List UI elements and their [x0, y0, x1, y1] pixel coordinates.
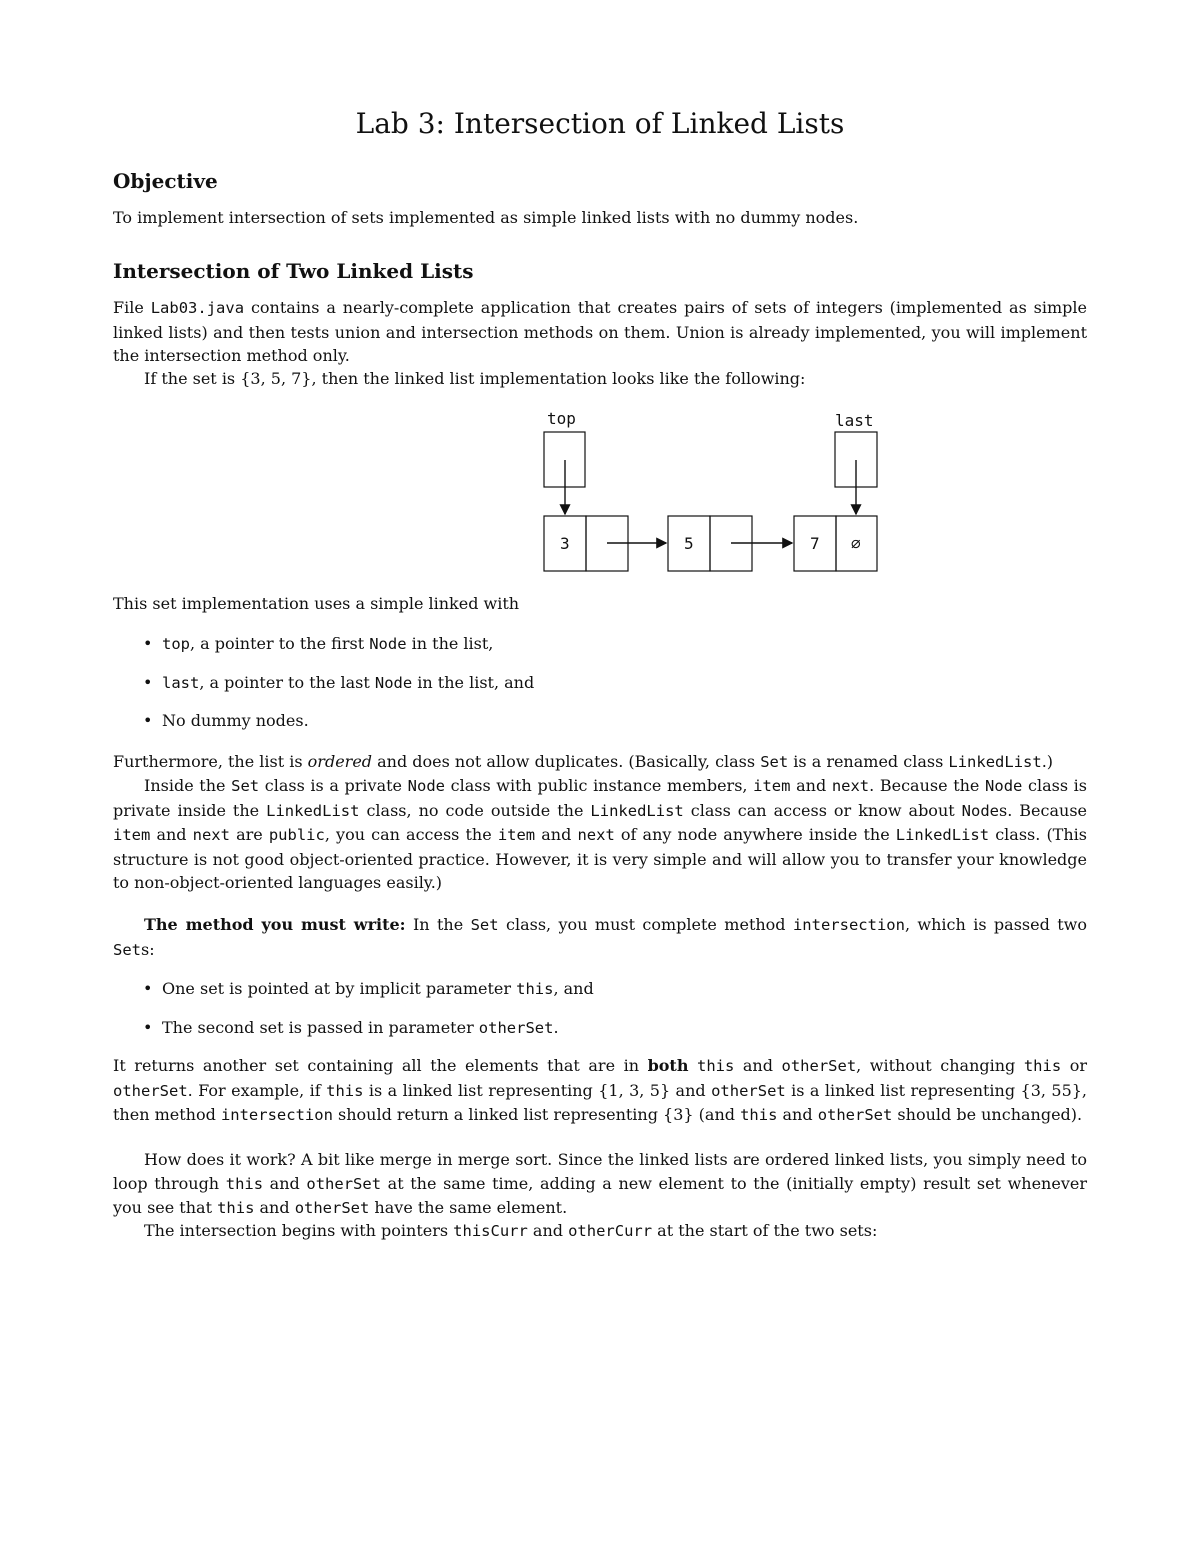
node-1-value: 3 — [560, 534, 570, 553]
objective-heading: Objective — [113, 169, 218, 193]
list-item: • One set is pointed at by implicit parameter this, and — [113, 977, 1087, 1002]
list-item: • last, a pointer to the last Node in the list, and — [113, 671, 1087, 696]
node-3-value: 7 — [810, 534, 820, 553]
top-label: top — [547, 409, 576, 428]
set-example-paragraph: If the set is {3, 5, 7}, then the linked list implementation looks like the following: — [144, 369, 806, 388]
intro-paragraph: File Lab03.java contains a nearly-complete application that creates pairs of sets of integers (implemented as simple linked lists) and then tests union and intersection methods on them. Union is already implemented, you will implement the intersection method only. — [113, 298, 1088, 365]
list-item: • No dummy nodes. — [113, 709, 1087, 733]
list-item: • top, a pointer to the first Node in the list, — [113, 632, 1087, 657]
method-list — [113, 977, 1087, 1054]
begins-paragraph: The intersection begins with pointers thisCurr and otherCurr at the start of the two sets: — [144, 1221, 878, 1240]
list-item: • The second set is passed in parameter otherSet. — [113, 1016, 1087, 1041]
impl-list — [113, 632, 1087, 747]
furthermore-paragraph: Furthermore, the list is ordered and does not allow duplicates. (Basically, class Set is a renamed class LinkedList.) — [113, 752, 1054, 771]
objective-text: To implement intersection of sets implemented as simple linked lists with no dummy nodes. — [113, 208, 859, 227]
returns-paragraph: It returns another set containing all the elements that are in both this and otherSet, without changing this or otherSet. For example, if this is a linked list representing {1, 3, 5} and otherSet is a linked list representing {3, 55}, then method intersection should return a linked list representing {3} (and this and otherSet should be unchanged). — [113, 1056, 1088, 1124]
node-2-value: 5 — [684, 534, 694, 553]
code-filename: Lab03.java — [150, 299, 245, 317]
intersection-heading: Intersection of Two Linked Lists — [113, 259, 474, 283]
how-paragraph: How does it work? A bit like merge in merge sort. Since the linked lists are ordered linked lists, you simply need to loop through this and otherSet at the same time, adding a new element to the (initially empty) result set whenever you see that this and otherSet have the same element. — [113, 1150, 1087, 1217]
page-title: Lab 3: Intersection of Linked Lists — [355, 107, 845, 140]
last-label: last — [835, 411, 874, 430]
null-symbol: ∅ — [851, 534, 861, 553]
inside-paragraph: Inside the Set class is a private Node class with public instance members, item and next. Because the Node class is private inside the LinkedList class, no code outside the LinkedList class can access or know about Nodes. Because item and next are public, you can access the item and next of any node anywhere inside the LinkedList class. (This structure is not good object-oriented practice. However, it is very simple and will allow you to transfer your knowledge to non-object-oriented languages easily.) — [113, 776, 1088, 892]
method-paragraph: The method you must write: In the Set class, you must complete method intersection, which is passed two Sets: — [113, 915, 1087, 959]
linked-list-diagram — [523, 402, 903, 582]
impl-intro: This set implementation uses a simple linked with — [113, 594, 520, 613]
